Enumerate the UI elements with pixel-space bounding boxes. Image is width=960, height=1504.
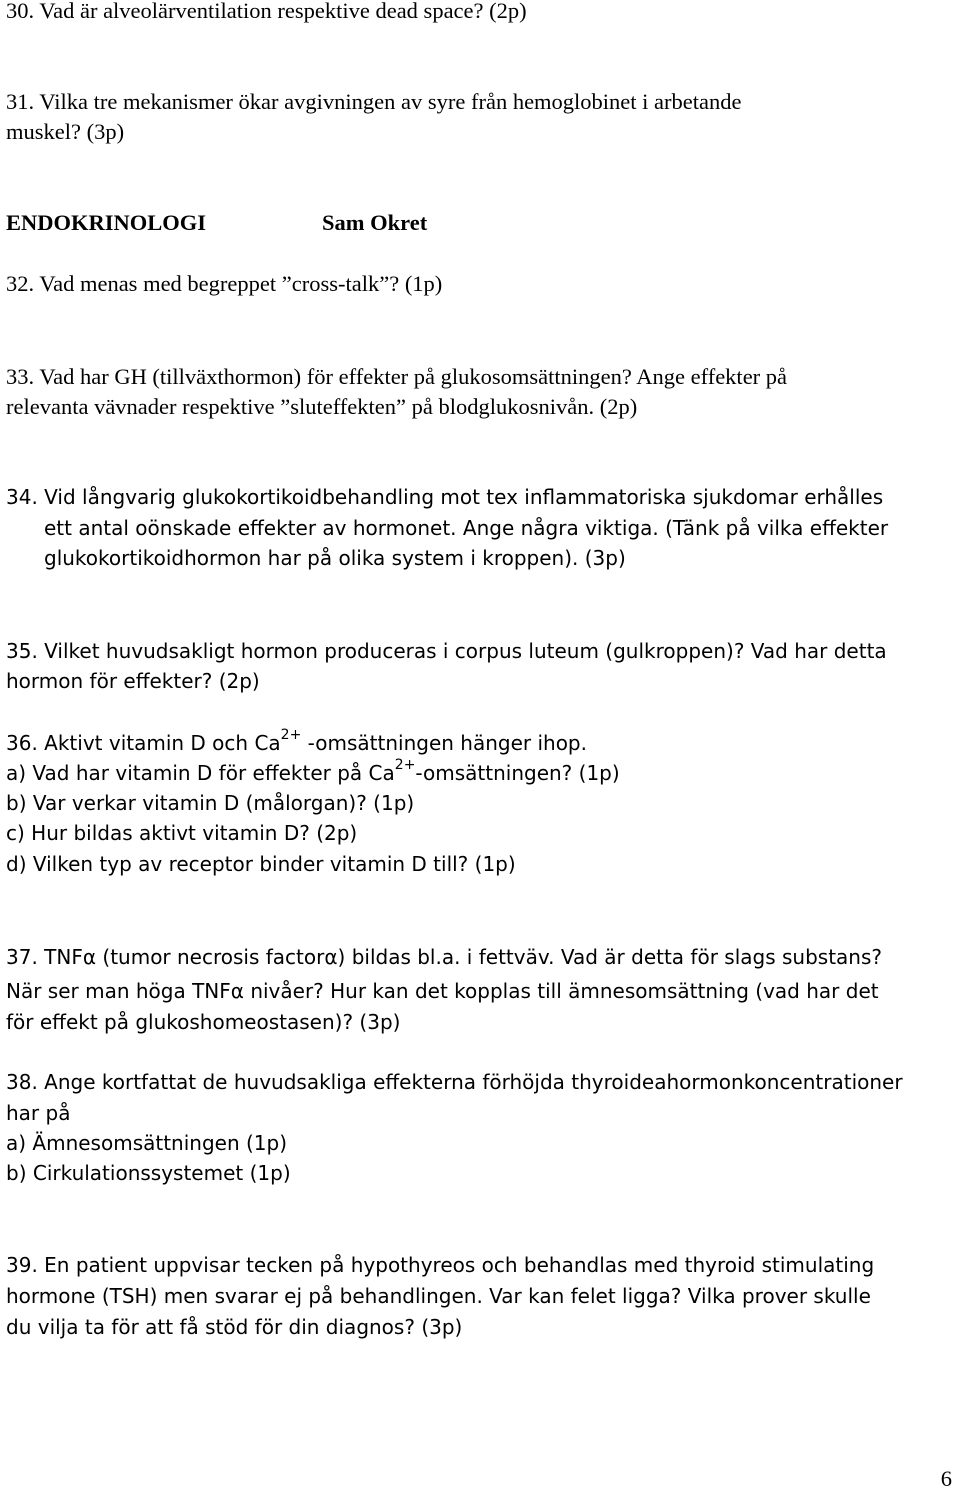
- question-38-line-1: 38. Ange kortfattat de huvudsakliga effekterna förhöjda thyroideahormonkoncentrationer: [6, 1070, 903, 1094]
- question-34-line-3: glukokortikoidhormon har på olika system i kroppen). (3p): [44, 546, 626, 570]
- question-36-a: a) Vad har vitamin D för effekter på $Ca^{2+}$-omsättningen? (1p): [6, 757, 620, 785]
- question-39-line-3: du vilja ta för att få stöd för din diagnos? (3p): [6, 1315, 463, 1339]
- question-34-line-2: ett antal oönskade effekter av hormonet. Ange några viktiga. (Tänk på vilka effekter: [44, 516, 889, 540]
- question-32: 32. Vad menas med begreppet ”cross-talk”? (1p): [6, 271, 443, 296]
- question-37-line-1: 37. TNFα (tumor necrosis factorα) bildas bl.a. i fettväv. Vad är detta för slags substans?: [6, 945, 882, 969]
- question-34-line-1: 34. Vid långvarig glukokortikoidbehandling mot tex inflammatoriska sjukdomar erhålles: [6, 485, 884, 509]
- question-36-intro: 36. Aktivt vitamin D och $Ca^{2+}$ -omsättningen hänger ihop.: [6, 727, 587, 755]
- question-38-a: a) Ämnesomsättningen (1p): [6, 1131, 288, 1155]
- question-31-line-1: 31. Vilka tre mekanismer ökar avgivningen av syre från hemoglobinet i arbetande: [6, 89, 742, 114]
- question-31-line-2: muskel? (3p): [6, 119, 125, 144]
- question-37-line-3: för effekt på glukoshomeostasen)? (3p): [6, 1010, 401, 1034]
- question-38-line-2: har på: [6, 1101, 71, 1125]
- question-37-line-2: När ser man höga TNFα nivåer? Hur kan det kopplas till ämnesomsättning (vad har det: [6, 979, 879, 1003]
- question-33-line-2: relevanta vävnader respektive ”sluteffekten” på blodglukosnivån. (2p): [6, 394, 638, 419]
- question-33-line-1: 33. Vad har GH (tillväxthormon) för effekter på glukosomsättningen? Ange effekter på: [6, 364, 788, 389]
- question-38-b: b) Cirkulationssystemet (1p): [6, 1161, 291, 1185]
- section-author: Sam Okret: [322, 210, 428, 235]
- question-36-d: d) Vilken typ av receptor binder vitamin D till? (1p): [6, 852, 516, 876]
- question-35-line-1: 35. Vilket huvudsakligt hormon produceras i corpus luteum (gulkroppen)? Vad har detta: [6, 639, 887, 663]
- section-title: ENDOKRINOLOGI: [6, 210, 207, 235]
- page-number: 6: [940, 1466, 952, 1491]
- question-35-line-2: hormon för effekter? (2p): [6, 669, 260, 693]
- question-36-b: b) Var verkar vitamin D (målorgan)? (1p): [6, 791, 415, 815]
- question-30: 30. Vad är alveolärventilation respektive dead space? (2p): [6, 0, 527, 23]
- question-39-line-2: hormone (TSH) men svarar ej på behandlingen. Var kan felet ligga? Vilka prover skulle: [6, 1284, 871, 1308]
- question-39-line-1: 39. En patient uppvisar tecken på hypothyreos och behandlas med thyroid stimulating: [6, 1253, 875, 1277]
- question-36-c: c) Hur bildas aktivt vitamin D? (2p): [6, 821, 358, 845]
